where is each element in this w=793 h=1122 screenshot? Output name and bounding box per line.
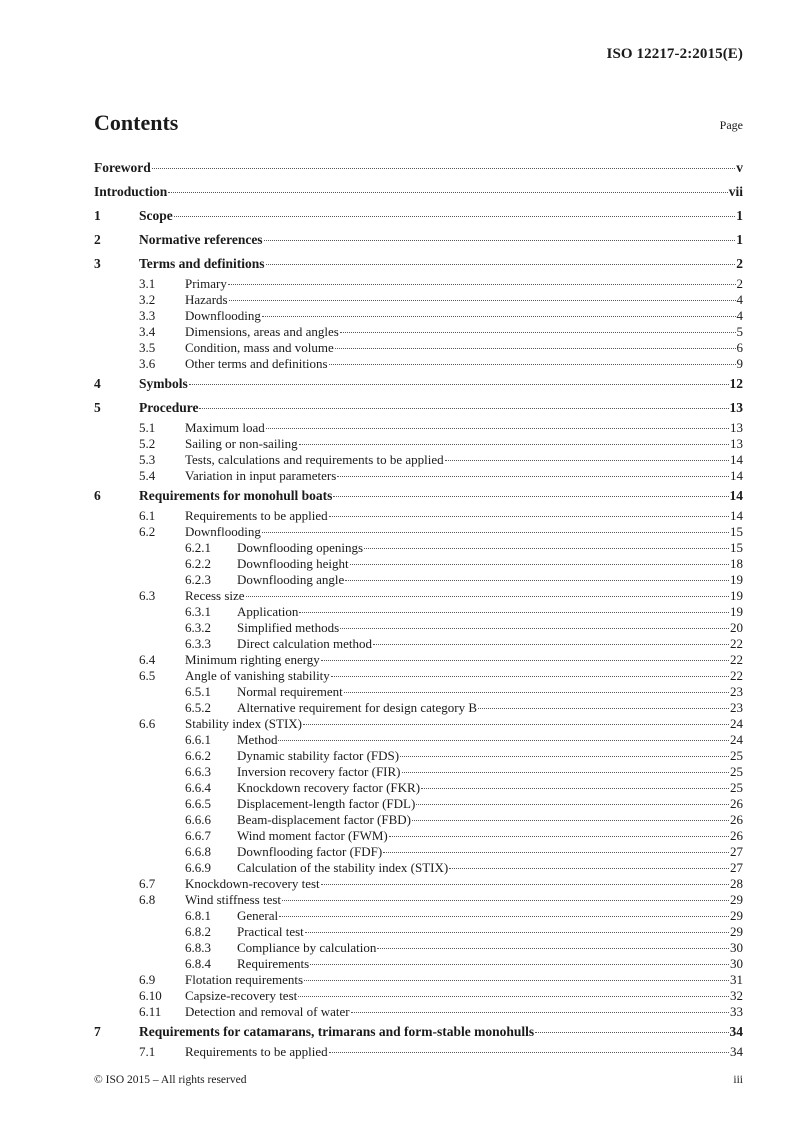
toc-entry[interactable] xyxy=(94,732,743,748)
section-title[interactable]: Calculation of the stability index (STIX) xyxy=(237,860,449,875)
section-title[interactable]: Symbols xyxy=(139,376,188,391)
section-title[interactable]: General xyxy=(237,908,279,923)
section-title[interactable]: Tests, calculations and requirements to be applied xyxy=(185,452,444,467)
section-title[interactable]: Application xyxy=(237,604,299,619)
page-ref: 14 xyxy=(729,488,743,503)
page-ref: 13 xyxy=(730,436,743,451)
section-number: 5.2 xyxy=(139,436,156,451)
toc-entry[interactable] xyxy=(94,636,743,652)
toc-entry[interactable] xyxy=(94,396,743,420)
toc-entry[interactable] xyxy=(94,620,743,636)
page-ref: 33 xyxy=(730,1004,743,1019)
toc-entry[interactable] xyxy=(94,1044,743,1060)
dot-leader xyxy=(304,980,729,981)
section-number: 6.6.4 xyxy=(185,780,211,795)
page-ref: 15 xyxy=(730,540,743,555)
toc-entry[interactable] xyxy=(94,828,743,844)
section-number: 6.3.1 xyxy=(185,604,211,619)
dot-leader xyxy=(350,564,729,565)
toc-entry[interactable] xyxy=(94,452,743,468)
section-number: 6.6.2 xyxy=(185,748,211,763)
section-number: 6.4 xyxy=(139,652,156,667)
page-ref: 22 xyxy=(730,668,743,683)
section-title[interactable]: Wind stiffness test xyxy=(185,892,282,907)
page-ref: 19 xyxy=(730,572,743,587)
dot-leader xyxy=(228,284,736,285)
dot-leader xyxy=(373,644,729,645)
dot-leader xyxy=(535,1032,728,1033)
toc-entry[interactable] xyxy=(94,764,743,780)
section-title[interactable]: Angle of vanishing stability xyxy=(185,668,330,683)
dot-leader xyxy=(229,300,736,301)
toc-entry[interactable] xyxy=(94,844,743,860)
section-title[interactable]: Condition, mass and volume xyxy=(185,340,334,355)
section-title[interactable]: Downflooding height xyxy=(237,556,349,571)
section-title[interactable]: Method xyxy=(237,732,278,747)
section-title[interactable]: Downflooding xyxy=(185,524,261,539)
section-title[interactable]: Procedure xyxy=(139,400,199,415)
page-ref: 13 xyxy=(730,420,743,435)
toc-entry[interactable] xyxy=(94,508,743,524)
dot-leader xyxy=(189,384,729,385)
page-ref: 14 xyxy=(730,452,743,467)
section-title[interactable]: Knockdown recovery factor (FKR) xyxy=(237,780,421,795)
toc-entry[interactable] xyxy=(94,524,743,540)
dot-leader xyxy=(449,868,729,869)
section-title[interactable]: Simplified methods xyxy=(237,620,340,635)
toc-entry[interactable] xyxy=(94,356,743,372)
toc-entry[interactable] xyxy=(94,340,743,356)
section-number: 6.7 xyxy=(139,876,156,891)
toc-entry[interactable] xyxy=(94,252,743,276)
page-ref: 23 xyxy=(730,700,743,715)
page-ref: 4 xyxy=(736,308,743,323)
section-title[interactable]: Compliance by calculation xyxy=(237,940,377,955)
page-ref: 20 xyxy=(730,620,743,635)
dot-leader xyxy=(351,1012,729,1013)
page-number: iii xyxy=(733,1074,743,1086)
section-title[interactable]: Sailing or non-sailing xyxy=(185,436,298,451)
toc-entry[interactable] xyxy=(94,180,743,204)
dot-leader xyxy=(298,996,729,997)
dot-leader xyxy=(364,548,729,549)
section-title[interactable]: Hazards xyxy=(185,292,228,307)
section-number: 6.5.2 xyxy=(185,700,211,715)
section-number: 3.1 xyxy=(139,276,156,291)
section-title[interactable]: Stability index (STIX) xyxy=(185,716,302,731)
page-ref: 23 xyxy=(730,684,743,699)
section-number: 4 xyxy=(94,376,101,391)
dot-leader xyxy=(331,676,729,677)
dot-leader xyxy=(344,692,729,693)
toc-entry[interactable] xyxy=(94,700,743,716)
toc-entry[interactable] xyxy=(94,812,743,828)
page-ref: 31 xyxy=(730,972,743,987)
toc-entry[interactable] xyxy=(94,468,743,484)
toc-entry[interactable] xyxy=(94,748,743,764)
section-number: 6.3 xyxy=(139,588,156,603)
dot-leader xyxy=(329,364,736,365)
table-of-contents xyxy=(94,156,743,1060)
section-title[interactable]: Downflooding angle xyxy=(237,572,345,587)
dot-leader xyxy=(246,596,729,597)
section-number: 6.3.3 xyxy=(185,636,211,651)
section-number: 5.3 xyxy=(139,452,156,467)
dot-leader xyxy=(174,216,736,217)
page-ref: 29 xyxy=(730,908,743,923)
dot-leader xyxy=(310,964,729,965)
section-number: 6.3.2 xyxy=(185,620,211,635)
toc-entry[interactable] xyxy=(94,780,743,796)
toc-entry[interactable] xyxy=(94,276,743,292)
section-number: 6.1 xyxy=(139,508,156,523)
toc-entry[interactable] xyxy=(94,988,743,1004)
section-title[interactable]: Primary xyxy=(185,276,227,291)
page-ref: 24 xyxy=(730,732,743,747)
dot-leader xyxy=(389,836,729,837)
page-ref: 2 xyxy=(736,276,743,291)
dot-leader xyxy=(321,884,729,885)
page-ref: 18 xyxy=(730,556,743,571)
section-title[interactable]: Foreword xyxy=(94,160,151,175)
toc-entry[interactable] xyxy=(94,716,743,732)
section-title[interactable]: Wind moment factor (FWM) xyxy=(237,828,388,843)
toc-entry[interactable] xyxy=(94,556,743,572)
copyright-notice: © ISO 2015 – All rights reserved xyxy=(94,1074,247,1086)
page-ref: 1 xyxy=(736,208,743,223)
section-number: 5 xyxy=(94,400,101,415)
page-ref: vii xyxy=(728,184,743,199)
dot-leader xyxy=(340,332,736,333)
section-number: 6.6.6 xyxy=(185,812,211,827)
section-number: 7 xyxy=(94,1024,101,1039)
section-title[interactable]: Alternative requirement for design category B xyxy=(237,700,478,715)
toc-entry[interactable] xyxy=(94,228,743,252)
toc-entry[interactable] xyxy=(94,1020,743,1044)
section-number: 6.6 xyxy=(139,716,156,731)
section-title[interactable]: Other terms and definitions xyxy=(185,356,328,371)
page-ref: 15 xyxy=(730,524,743,539)
document-id: ISO 12217-2:2015(E) xyxy=(606,46,743,62)
page-ref: 1 xyxy=(736,232,743,247)
page-ref: 12 xyxy=(729,376,743,391)
page-ref: 22 xyxy=(730,652,743,667)
page-ref: 19 xyxy=(730,588,743,603)
dot-leader xyxy=(377,948,729,949)
page-ref: 30 xyxy=(730,956,743,971)
section-title[interactable]: Minimum righting energy xyxy=(185,652,320,667)
page-ref: 27 xyxy=(730,860,743,875)
toc-entry[interactable] xyxy=(94,588,743,604)
page-column-label: Page xyxy=(719,118,743,132)
section-title[interactable]: Terms and definitions xyxy=(139,256,265,271)
section-number: 3.5 xyxy=(139,340,156,355)
dot-leader xyxy=(262,532,729,533)
section-number: 6.5.1 xyxy=(185,684,211,699)
section-title[interactable]: Flotation requirements xyxy=(185,972,304,987)
page-ref: 24 xyxy=(730,716,743,731)
section-title[interactable]: Normative references xyxy=(139,232,263,247)
dot-leader xyxy=(329,516,729,517)
dot-leader xyxy=(337,476,729,477)
toc-entry[interactable] xyxy=(94,684,743,700)
dot-leader xyxy=(416,804,729,805)
toc-entry[interactable] xyxy=(94,796,743,812)
section-title[interactable]: Requirements for monohull boats xyxy=(139,488,333,503)
dot-leader xyxy=(279,916,729,917)
dot-leader xyxy=(262,316,736,317)
section-number: 6.2 xyxy=(139,524,156,539)
page-ref: 26 xyxy=(730,812,743,827)
dot-leader xyxy=(383,852,729,853)
toc-entry[interactable] xyxy=(94,956,743,972)
section-number: 6.8.3 xyxy=(185,940,211,955)
page-ref: 22 xyxy=(730,636,743,651)
toc-entry[interactable] xyxy=(94,668,743,684)
dot-leader xyxy=(266,264,736,265)
section-title[interactable]: Beam-displacement factor (FBD) xyxy=(237,812,411,827)
section-number: 6.6.5 xyxy=(185,796,211,811)
section-title[interactable]: Dimensions, areas and angles xyxy=(185,324,339,339)
toc-entry[interactable] xyxy=(94,420,743,436)
toc-entry[interactable] xyxy=(94,876,743,892)
section-title[interactable]: Dynamic stability factor (FDS) xyxy=(237,748,400,763)
toc-entry[interactable] xyxy=(94,908,743,924)
section-number: 6.6.7 xyxy=(185,828,211,843)
page-ref: 14 xyxy=(730,468,743,483)
toc-entry[interactable] xyxy=(94,204,743,228)
section-number: 3.4 xyxy=(139,324,156,339)
dot-leader xyxy=(421,788,729,789)
page-ref: 4 xyxy=(736,292,743,307)
page-ref: 9 xyxy=(736,356,743,371)
dot-leader xyxy=(478,708,729,709)
dot-leader xyxy=(321,660,729,661)
toc-entry[interactable] xyxy=(94,324,743,340)
page-ref: 28 xyxy=(730,876,743,891)
section-title[interactable]: Maximum load xyxy=(185,420,265,435)
dot-leader xyxy=(299,612,729,613)
dot-leader xyxy=(264,240,736,241)
dot-leader xyxy=(266,428,729,429)
section-number: 3 xyxy=(94,256,101,271)
section-title[interactable]: Requirements to be applied xyxy=(185,508,328,523)
dot-leader xyxy=(340,628,729,629)
section-title[interactable]: Displacement-length factor (FDL) xyxy=(237,796,416,811)
section-title[interactable]: Capsize-recovery test xyxy=(185,988,298,1003)
toc-entry[interactable] xyxy=(94,308,743,324)
toc-entry[interactable] xyxy=(94,484,743,508)
section-number: 5.1 xyxy=(139,420,156,435)
page-ref: 25 xyxy=(730,780,743,795)
page-ref: 2 xyxy=(736,256,743,271)
page-ref: 32 xyxy=(730,988,743,1003)
page-ref: 19 xyxy=(730,604,743,619)
dot-leader xyxy=(329,1052,729,1053)
section-number: 7.1 xyxy=(139,1044,156,1059)
dot-leader xyxy=(168,192,727,193)
page-ref: 29 xyxy=(730,892,743,907)
toc-entry[interactable] xyxy=(94,572,743,588)
dot-leader xyxy=(305,932,729,933)
toc-entry[interactable] xyxy=(94,1004,743,1020)
toc-entry[interactable] xyxy=(94,604,743,620)
section-number: 6.8.4 xyxy=(185,956,211,971)
page-ref: 34 xyxy=(729,1024,743,1039)
section-title[interactable]: Practical test xyxy=(237,924,304,939)
section-number: 1 xyxy=(94,208,101,223)
dot-leader xyxy=(152,168,736,169)
toc-entry[interactable] xyxy=(94,292,743,308)
section-title[interactable]: Detection and removal of water xyxy=(185,1004,350,1019)
toc-entry[interactable] xyxy=(94,940,743,956)
section-number: 6.9 xyxy=(139,972,156,987)
toc-entry[interactable] xyxy=(94,860,743,876)
dot-leader xyxy=(333,496,728,497)
toc-entry[interactable] xyxy=(94,156,743,180)
section-number: 6.10 xyxy=(139,988,162,1003)
section-number: 3.2 xyxy=(139,292,156,307)
section-number: 6.11 xyxy=(139,1004,162,1019)
dot-leader xyxy=(345,580,729,581)
page-ref: 14 xyxy=(730,508,743,523)
section-number: 6.2.1 xyxy=(185,540,211,555)
section-title[interactable]: Recess size xyxy=(185,588,245,603)
section-title[interactable]: Direct calculation method xyxy=(237,636,373,651)
section-title[interactable]: Inversion recovery factor (FIR) xyxy=(237,764,401,779)
toc-entry[interactable] xyxy=(94,540,743,556)
section-number: 6.6.9 xyxy=(185,860,211,875)
dot-leader xyxy=(278,740,729,741)
page-ref: 26 xyxy=(730,796,743,811)
dot-leader xyxy=(412,820,729,821)
section-title[interactable]: Requirements xyxy=(237,956,310,971)
dot-leader xyxy=(282,900,729,901)
section-number: 6.6.1 xyxy=(185,732,211,747)
page-ref: 25 xyxy=(730,748,743,763)
page-ref: 29 xyxy=(730,924,743,939)
toc-entry[interactable] xyxy=(94,892,743,908)
dot-leader xyxy=(299,444,729,445)
section-number: 6.6.3 xyxy=(185,764,211,779)
toc-entry[interactable] xyxy=(94,972,743,988)
contents-title: Contents xyxy=(94,110,179,135)
page-ref: 30 xyxy=(730,940,743,955)
page-ref: 6 xyxy=(736,340,743,355)
dot-leader xyxy=(335,348,736,349)
section-title[interactable]: Normal requirement xyxy=(237,684,343,699)
section-number: 6.5 xyxy=(139,668,156,683)
dot-leader xyxy=(402,772,729,773)
section-title[interactable]: Downflooding xyxy=(185,308,261,323)
dot-leader xyxy=(400,756,729,757)
section-title[interactable]: Knockdown-recovery test xyxy=(185,876,320,891)
toc-entry[interactable] xyxy=(94,924,743,940)
section-title[interactable]: Downflooding factor (FDF) xyxy=(237,844,383,859)
section-number: 6.2.2 xyxy=(185,556,211,571)
page-ref: 34 xyxy=(730,1044,743,1059)
toc-entry[interactable] xyxy=(94,652,743,668)
section-number: 5.4 xyxy=(139,468,156,483)
section-title[interactable]: Variation in input parameters xyxy=(185,468,337,483)
dot-leader xyxy=(303,724,729,725)
section-number: 6.2.3 xyxy=(185,572,211,587)
section-number: 6.8 xyxy=(139,892,156,907)
dot-leader xyxy=(199,408,728,409)
section-number: 3.3 xyxy=(139,308,156,323)
page-ref: 5 xyxy=(736,324,743,339)
page-ref: 27 xyxy=(730,844,743,859)
page-ref: v xyxy=(736,160,743,175)
section-title[interactable]: Requirements for catamarans, trimarans and form-stable monohulls xyxy=(139,1024,535,1039)
section-number: 6.8.2 xyxy=(185,924,211,939)
page-ref: 13 xyxy=(729,400,743,415)
section-number: 6.8.1 xyxy=(185,908,211,923)
section-number: 3.6 xyxy=(139,356,156,371)
toc-entry[interactable] xyxy=(94,372,743,396)
section-number: 6.6.8 xyxy=(185,844,211,859)
section-title[interactable]: Downflooding openings xyxy=(237,540,364,555)
toc-entry[interactable] xyxy=(94,436,743,452)
page-ref: 26 xyxy=(730,828,743,843)
section-title[interactable]: Scope xyxy=(139,208,173,223)
dot-leader xyxy=(445,460,729,461)
section-number: 2 xyxy=(94,232,101,247)
section-title[interactable]: Introduction xyxy=(94,184,168,199)
section-title[interactable]: Requirements to be applied xyxy=(185,1044,328,1059)
section-number: 6 xyxy=(94,488,101,503)
page-ref: 25 xyxy=(730,764,743,779)
